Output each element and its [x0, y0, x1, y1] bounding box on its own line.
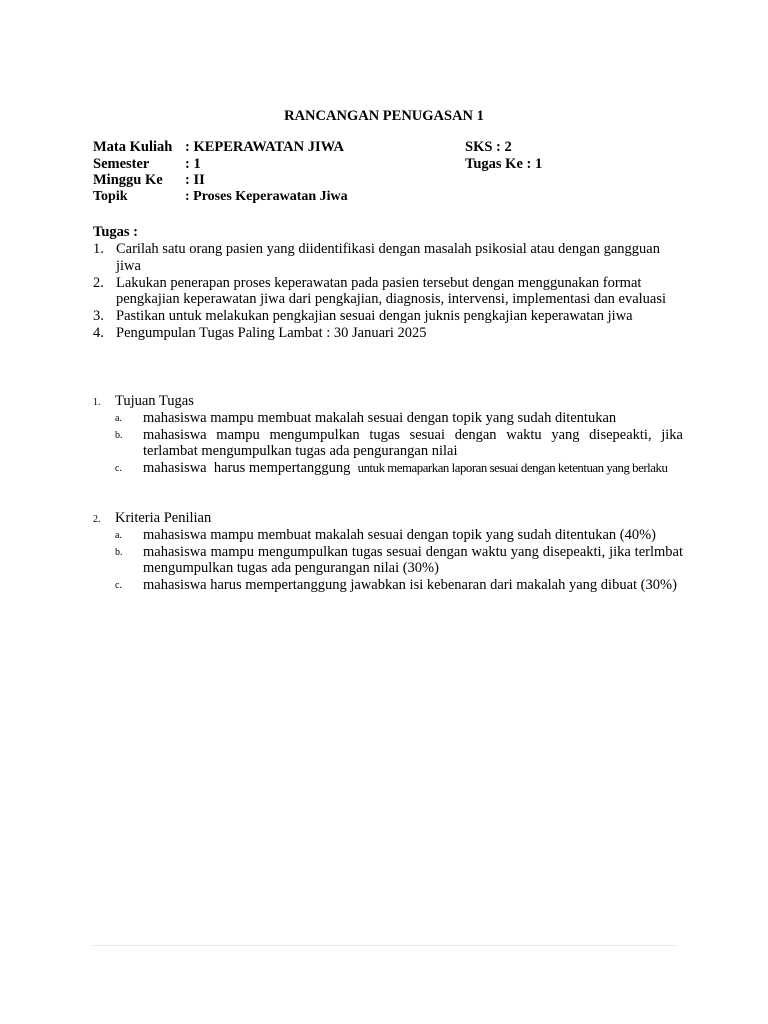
- info-value: : 1: [185, 155, 201, 172]
- tasks-block: [93, 224, 683, 342]
- tasks-list: [93, 241, 683, 342]
- info-label: Semester: [93, 155, 150, 172]
- section-heading: [93, 510, 683, 527]
- item-text: mahasiswa mampu membuat makalah sesuai dengan topik yang sudah ditentukan (40%): [143, 527, 657, 543]
- item-number: 4.: [93, 324, 104, 341]
- item-text: mahasiswa harus mempertanggung jawabkan isi kebenaran dari makalah yang dibuat (30%): [143, 576, 677, 593]
- info-right: Tugas Ke : 1: [465, 155, 543, 172]
- item-text: mahasiswa mampu mengumpulkan tugas sesuai dengan waktu yang disepeakti, jika terlambat mengumpulkan tugas ada pengurangan nilai: [143, 426, 683, 460]
- item-letter: a.: [115, 413, 122, 424]
- item-text: mahasiswa mampu mengumpulkan tugas sesuai dengan waktu yang disepeakti, jika terlmbat mengumpulkan tugas ada pengurangan nilai (30%): [143, 543, 683, 577]
- info-label: Minggu Ke: [93, 172, 163, 189]
- item-number: 3.: [93, 308, 104, 325]
- info-value: : KEPERAWATAN JIWA: [185, 139, 344, 155]
- item-text: Carilah satu orang pasien yang diidentifikasi dengan masalah psikosial atau dengan gangguan jiwa: [116, 241, 660, 274]
- info-right: SKS : 2: [465, 139, 512, 155]
- list-item: [93, 308, 683, 325]
- item-text: Lakukan penerapan proses keperawatan pada pasien tersebut dengan menggunakan format pengkajian keperawatan jiwa dari pengkajian, diagnosis, intervensi, implementasi dan evaluasi: [116, 274, 667, 308]
- item-letter: a.: [115, 530, 122, 541]
- section-number: 1.: [93, 397, 101, 408]
- list-item: [93, 427, 683, 460]
- item-number: 2.: [93, 274, 104, 291]
- list-item: [93, 460, 683, 477]
- info-label: Mata Kuliah: [93, 139, 173, 155]
- info-row-topic: [93, 189, 693, 206]
- section-objectives: [93, 393, 683, 476]
- list-item: [93, 544, 683, 577]
- info-row-week: [93, 172, 693, 189]
- section-number: 2.: [93, 514, 101, 525]
- info-value: : II: [185, 172, 205, 189]
- info-value: : Proses Keperawatan Jiwa: [185, 189, 348, 205]
- item-letter: b.: [115, 546, 123, 558]
- item-letter: b.: [115, 429, 123, 441]
- item-number: 1.: [93, 241, 104, 257]
- item-text: mahasiswa mampu membuat makalah sesuai dengan topik yang sudah ditentukan: [143, 410, 617, 426]
- list-item: [93, 410, 683, 427]
- section-list: [93, 527, 683, 593]
- page-title: RANCANGAN PENUGASAN 1: [284, 108, 484, 124]
- item-text: Pastikan untuk melakukan pengkajian sesuai dengan juknis pengkajian keperawatan jiwa: [116, 308, 633, 325]
- item-letter: c.: [115, 462, 122, 474]
- item-text-narrow: untuk memaparkan laporan sesuai dengan ketentuan yang berlaku: [357, 460, 668, 475]
- list-item: [93, 527, 683, 544]
- section-title: Kriteria Penilian: [115, 510, 212, 526]
- info-label: Topik: [93, 189, 128, 205]
- item-letter: c.: [115, 579, 122, 591]
- course-info: [93, 139, 693, 206]
- list-item: [93, 241, 683, 275]
- list-item: [93, 577, 683, 594]
- list-item: [93, 325, 683, 342]
- section-heading: [93, 393, 683, 410]
- item-text: Pengumpulan Tugas Paling Lambat : 30 Januari 2025: [116, 324, 427, 341]
- list-item: [93, 275, 683, 309]
- info-row-semester: [93, 156, 693, 173]
- section-criteria: [93, 510, 683, 593]
- info-row-course: [93, 139, 693, 156]
- tasks-heading: Tugas :: [93, 224, 139, 240]
- section-title: Tujuan Tugas: [115, 393, 194, 409]
- item-text: mahasiswa harus mempertanggung: [143, 459, 358, 476]
- footer-divider: [92, 945, 677, 946]
- section-list: [93, 410, 683, 476]
